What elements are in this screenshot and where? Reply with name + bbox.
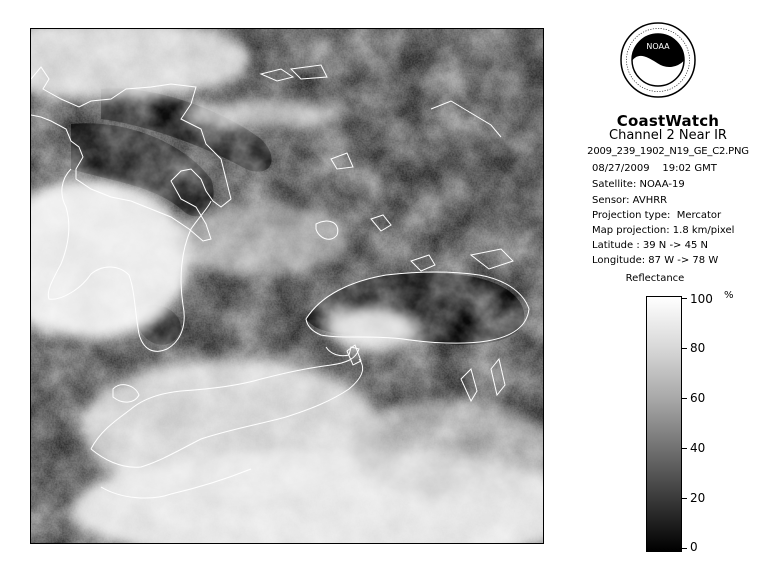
map-projection-label: Map projection: 1.8 km/pixel [592,225,735,236]
colorbar-tick-label: 20 [690,491,706,505]
channel-label: Channel 2 Near IR [609,128,727,143]
colorbar-tick-label: 80 [690,341,706,355]
colorbar-tick [681,448,687,449]
colorbar-tick-label: 100 [690,292,713,306]
noaa-emblem [619,21,697,99]
colorbar-tick [681,298,687,299]
colorbar-tick [681,348,687,349]
colorbar-tick-label: 40 [690,441,706,455]
colorbar-tick [681,398,687,399]
noaa-logo [619,21,697,99]
reflectance-colorbar [646,296,682,552]
date-time: 08/27/2009 19:02 GMT [592,163,717,174]
satellite-image-canvas [31,29,543,543]
colorbar-tick [681,548,687,549]
satellite-image [30,28,544,544]
latitude-label: Latitude : 39 N -> 45 N [592,240,708,251]
colorbar-tick-label: 60 [690,391,706,405]
sensor-label: Sensor: AVHRR [592,195,668,206]
noaa-logo-text: NOAA [646,42,670,51]
legend-unit: % [724,290,734,301]
projection-type-label: Projection type: Mercator [592,210,722,221]
longitude-label: Longitude: 87 W -> 78 W [592,255,719,266]
image-filename: 2009_239_1902_N19_GE_C2.PNG [587,146,749,157]
satellite-label: Satellite: NOAA-19 [592,179,685,190]
legend-title: Reflectance [625,273,685,284]
brand-title: CoastWatch [616,112,720,130]
colorbar-tick [681,498,687,499]
colorbar-tick-label: 0 [690,540,698,554]
